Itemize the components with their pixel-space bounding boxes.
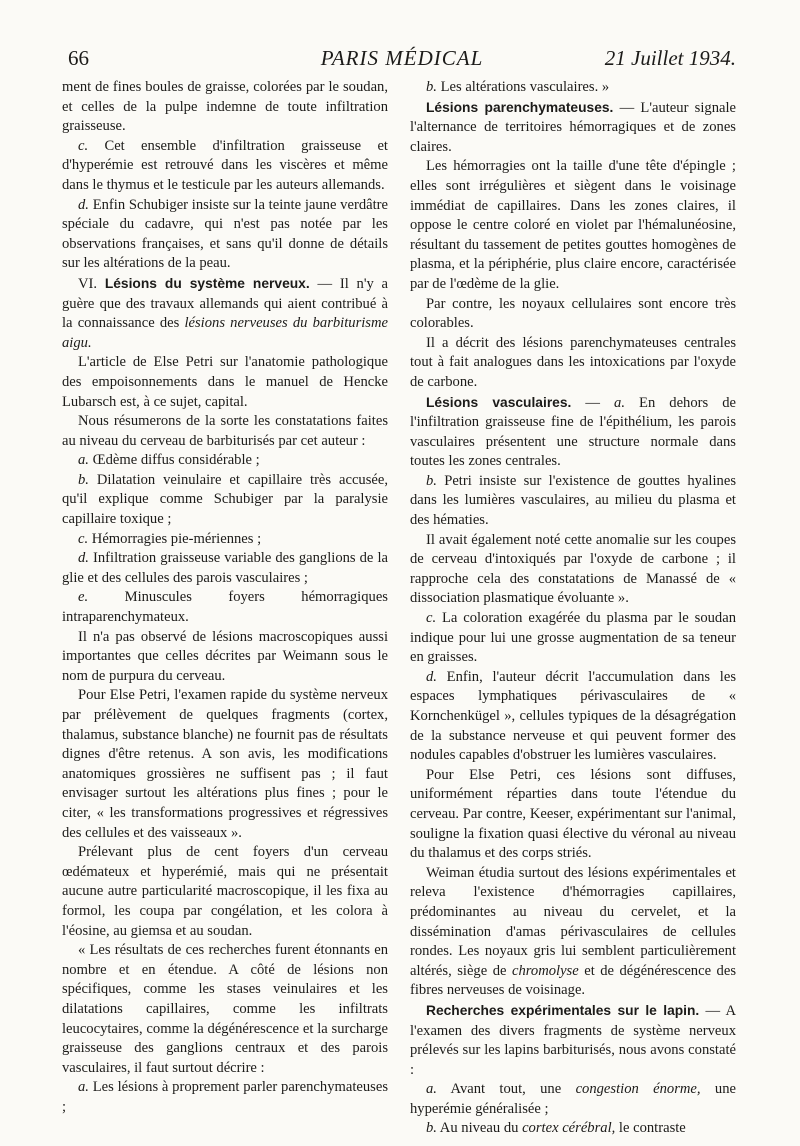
italic-text: c. — [426, 610, 437, 627]
paragraph-text: Petri insiste sur l'existence de gouttes hyalines dans les lumières vasculaires, au milieu du plasma et des hématies. — [410, 472, 736, 529]
paragraph-text: L'article de Else Petri sur l'anatomie pathologique des empoisonnements dans le manuel de Hencke Lubarsch est, à ce sujet, capital. — [62, 354, 388, 410]
running-header — [68, 46, 736, 76]
italic-text: b. — [426, 472, 437, 489]
page-number: 66 — [68, 46, 89, 70]
paragraph — [410, 1080, 736, 1119]
paragraph-text: — Il n'y a guère que des travaux allemands qui aient contribué à la connaissance des — [62, 275, 388, 332]
paragraph — [62, 549, 388, 588]
paragraph — [410, 609, 736, 668]
paragraph-text: VI. — [78, 275, 105, 292]
issue-date: 21 Juillet 1934. — [604, 46, 736, 70]
paragraph-text: La coloration exagérée du plasma par le soudan indique pour lui une grosse augmentation de sa teneur en graisses. — [410, 610, 736, 666]
paragraph-text: et de dégénérescence des fibres nerveuses de voisinage. — [410, 962, 737, 999]
paragraph — [410, 864, 736, 1001]
paragraph-text: Enfin Schubiger insiste sur la teinte jaune verdâtre spéciale du cadavre, qui n'est pas notée par les observations françaises, et sans qu'il donne de détails sur les altérations de la peau. — [62, 196, 388, 272]
paragraph — [62, 196, 388, 274]
paragraph — [62, 78, 388, 137]
paragraph-text: Pour Else Petri, l'examen rapide du système nerveux par prélèvement de quelques fragments (cortex, thalamus, substance blanche) ne fournit pas de résultats dignes d'être retenus. A son avis, les modifications anatomiques grossières ne suffisent pas ; il faut envisager surtout les altérations plus fines ; pour le citer, « les transformations progressives et régressives des cellules et des vaisseaux ». — [62, 687, 388, 841]
italic-text: d. — [78, 196, 89, 213]
paragraph — [410, 668, 736, 766]
paragraph-text: Minuscules foyers hémorragiques intraparenchymateux. — [62, 589, 388, 626]
italic-text: c. — [78, 137, 89, 154]
paragraph — [410, 98, 736, 158]
paragraph — [62, 843, 388, 941]
italic-text: a. — [78, 1079, 89, 1096]
paragraph — [62, 137, 388, 196]
paragraph — [62, 941, 388, 1078]
paragraph — [62, 588, 388, 627]
paragraph-text: une hyperémie généralisée ; — [410, 1081, 736, 1117]
italic-text: cortex cérébral, — [522, 1120, 616, 1137]
paragraph — [62, 451, 388, 471]
italic-text: a. — [614, 394, 625, 411]
paragraph-text: Nous résumerons de la sorte les constatations faites au niveau du cerveau de barbiturisés par cet auteur : — [62, 413, 388, 449]
paragraph — [410, 472, 736, 531]
italic-text: lésions nerveuses du barbiturisme aigu. — [62, 315, 389, 351]
paragraph-text: Hémorragies pie-mériennes ; — [88, 530, 262, 547]
paragraph-text: Au niveau du — [436, 1120, 523, 1137]
paragraph-text: Avant tout, une — [436, 1081, 576, 1098]
paragraph-text: Il a décrit des lésions parenchymateuses centrales tout à fait analogues dans les intoxications par l'oxyde de carbone. — [410, 334, 736, 390]
paragraph — [62, 530, 388, 550]
paragraph-text: « Les résultats de ces recherches furent étonnants en nombre et en étendue. A côté de lésions non spécifiques, comme les stases veinulaires et les dilatations capillaires, comme les infiltrats leucocytaires, comme la dégénérescence et la surcharge graisseuse des ganglions centraux et des parois vasculaires, il faut surtout décrire : — [62, 942, 388, 1076]
italic-text: d. — [78, 550, 89, 567]
paragraph-text: Les altérations vasculaires. » — [436, 79, 610, 95]
paragraph-text: — A l'examen des divers fragments de système nerveux prélevés sur les lapins barbiturisés, nous avons constaté : — [410, 1002, 737, 1078]
paragraph-text: Prélevant plus de cent foyers d'un cerveau œdémateux et hyperémié, mais qui ne présentait aucune autre particularité macroscopique, il les fixa au formol, les coupa par congélation, et les colora à l'éosine, au giemsa et au soudan. — [62, 844, 388, 939]
italic-text: d. — [426, 668, 437, 685]
paragraph — [62, 353, 388, 412]
paragraph-text: Infiltration graisseuse variable des ganglions de la glie et des cellules des parois vasculaires ; — [62, 550, 388, 586]
left-column — [62, 78, 388, 1117]
journal-title: PARIS MÉDICAL — [320, 46, 484, 70]
paragraph-text: Cet ensemble d'infiltration graisseuse et d'hyperémie est retrouvé dans les viscères et même dans le thymus et le testicule par les auteurs allemands. — [62, 137, 388, 193]
italic-text: chromolyse — [511, 962, 579, 979]
italic-text: b. — [426, 1120, 437, 1137]
paragraph-text: — L'auteur signale l'alternance de territoires hémorragiques et de zones claires. — [410, 99, 736, 155]
paragraph — [62, 412, 388, 451]
right-column — [410, 78, 736, 1139]
italic-text: e. — [78, 589, 89, 606]
paragraph — [62, 628, 388, 687]
paragraph — [62, 471, 388, 530]
paragraph-text: En dehors de l'infiltration graisseuse fine de l'épithélium, les parois vasculaires présentent une structure normale dans toutes les zones centrales. — [410, 394, 737, 470]
paragraph-text: Par contre, les noyaux cellulaires sont encore très colorables. — [410, 295, 736, 332]
italic-text: a. — [78, 452, 89, 469]
paragraph-text: Il n'a pas observé de lésions macroscopiques aussi importantes que celles décrites par Weimann sous le nom de purpura du cerveau. — [62, 628, 388, 684]
italic-text: b. — [78, 471, 89, 488]
paragraph — [62, 274, 388, 353]
paragraph-text: Les lésions à proprement parler parenchymateuses ; — [62, 1079, 388, 1115]
section-heading: Lésions parenchymateuses. — [426, 99, 614, 115]
italic-text: c. — [78, 530, 89, 547]
section-heading: Lésions vasculaires. — [426, 394, 572, 410]
paragraph — [410, 1119, 736, 1139]
paragraph — [62, 1078, 388, 1117]
paragraph-text: Dilatation veinulaire et capillaire très accusée, qu'il explique comme Schubiger par la paralysie capillaire toxique ; — [62, 471, 388, 528]
paragraph — [410, 157, 736, 294]
paragraph-text: Il avait également noté cette anomalie sur les coupes de cerveau d'intoxiqués par l'oxyde de carbone ; il rapproche cela des constatations de Manassé de « dissociation plasmatique évoluante ». — [410, 531, 736, 607]
paragraph-text: Pour Else Petri, ces lésions sont diffuses, uniformément réparties dans toute l'étendue du cerveau. Par contre, Keeser, expérimentant sur l'animal, souligne la fixation quasi élective du véronal au niveau du thalamus et des corps striés. — [410, 766, 736, 862]
paragraph — [410, 531, 736, 609]
paragraph-text: Œdème diffus considérable ; — [88, 452, 260, 469]
italic-text: congestion énorme, — [575, 1081, 701, 1098]
paragraph-text: ment de fines boules de graisse, colorées par le soudan, et celles de la pulpe indemne de toute infiltration graisseuse. — [62, 79, 388, 135]
paragraph — [62, 686, 388, 843]
italic-text: b. — [426, 79, 437, 95]
section-heading: Recherches expérimentales sur le lapin. — [426, 1002, 700, 1018]
paragraph — [410, 78, 736, 98]
paragraph-text: Enfin, l'auteur décrit l'accumulation dans les espaces lymphatiques périvasculaires de « Kornchenkügel », cellules typiques de la désagrégation de la substance nerveuse et qui peuvent former des nodules capables d'obstruer les lumières vasculaires. — [410, 668, 736, 764]
paragraph — [410, 295, 736, 334]
paragraph — [410, 1001, 736, 1080]
paragraph-text: le contraste — [615, 1120, 686, 1137]
paragraph-text: — — [571, 394, 615, 411]
paragraph — [410, 393, 736, 472]
paragraph — [410, 766, 736, 864]
paragraph-text: Weiman étudia surtout des lésions expérimentales et releva l'existence d'hémorragies capillaires, prédominantes au niveau du cervelet, et la dissémination d'amas périvasculaires de cellules rondes. Les noyaux gris lui semblent particulièrement altérés, siège de — [410, 864, 736, 979]
italic-text: a. — [426, 1081, 437, 1098]
section-heading: Lésions du système nerveux. — [104, 275, 310, 291]
paragraph-text: Les hémorragies ont la taille d'une tête d'épingle ; elles sont irrégulières et siègent dans le voisinage immédiat de capillaires. Dans les zones claires, il oppose le centre coloré en violet par l'hémalunéosine, résultant du tassement de petites gouttes homogènes de plasma, et la périphérie, plus claire encore, caractérisée par de l'œdème de la glie. — [410, 158, 736, 292]
paragraph — [410, 334, 736, 393]
